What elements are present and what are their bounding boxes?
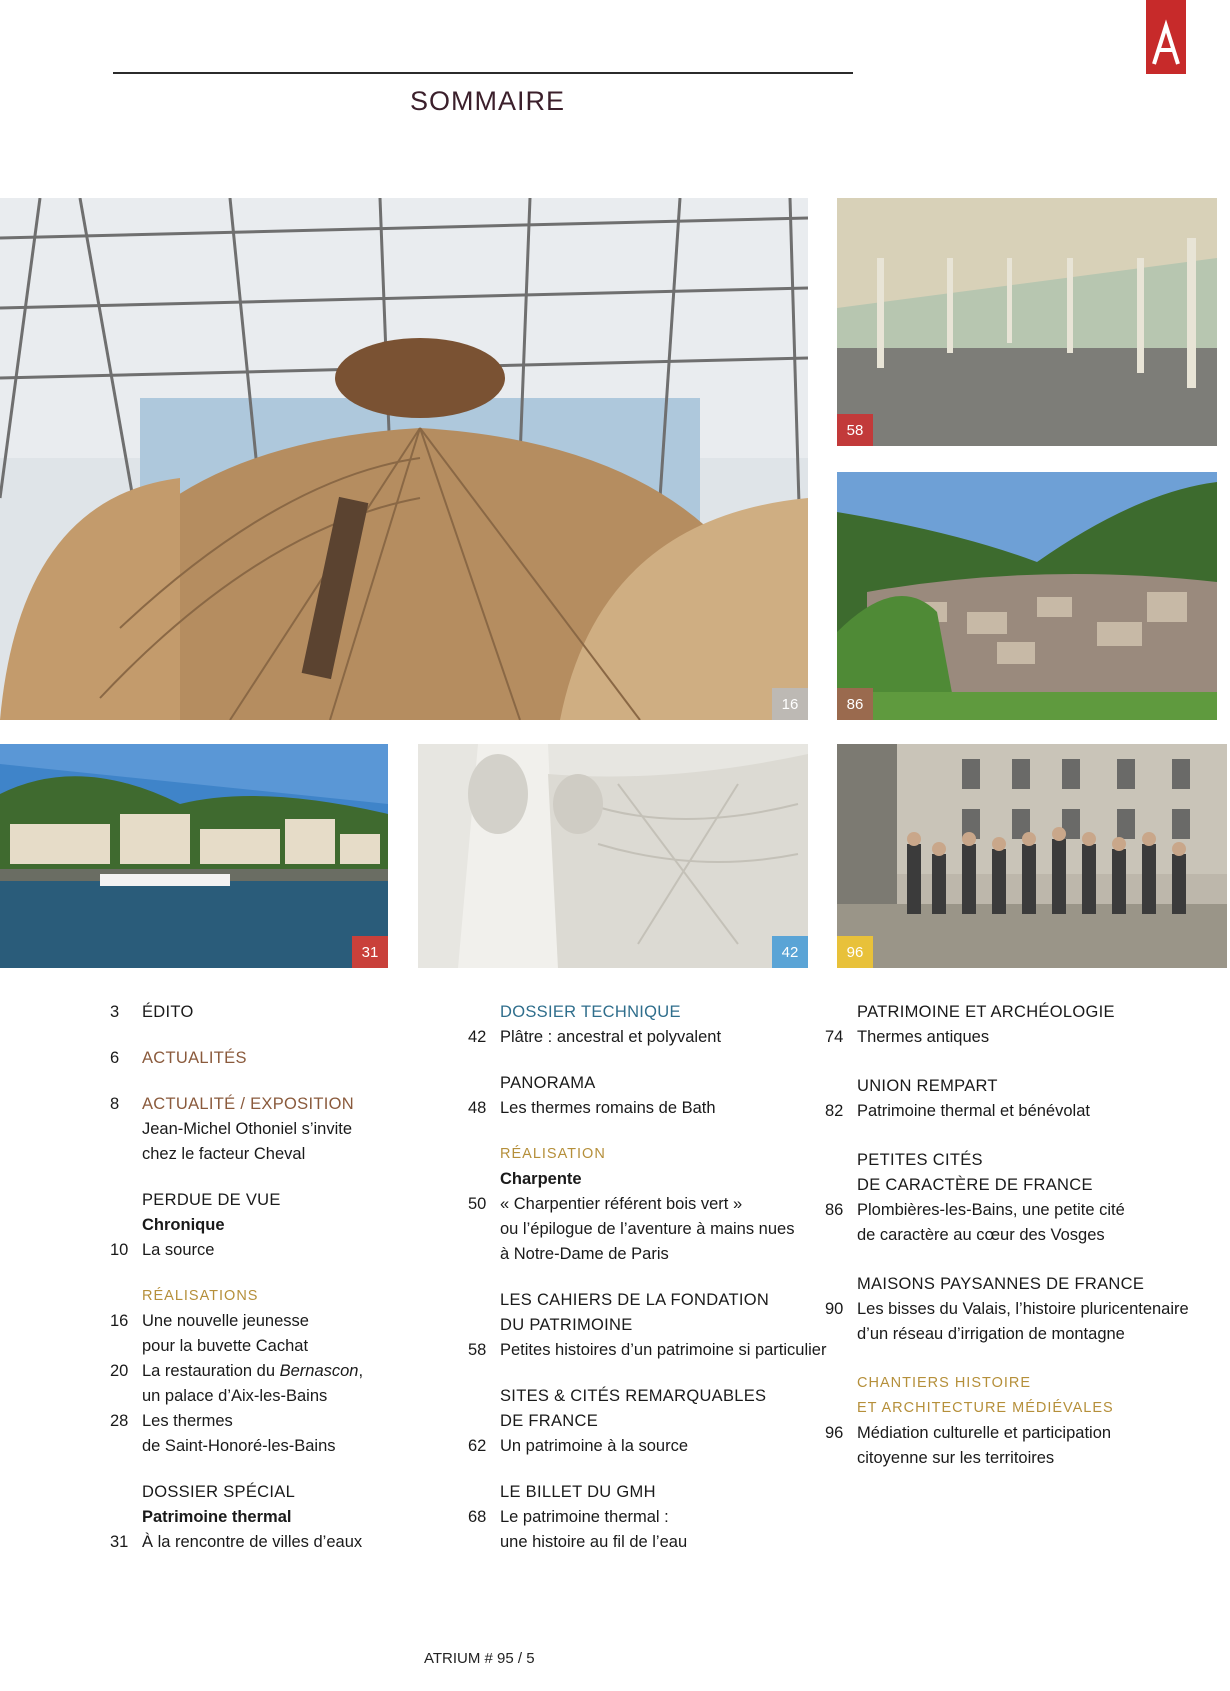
- toc-entry-edito[interactable]: 3 ÉDITO: [110, 1003, 194, 1021]
- toc-column-1: [110, 1000, 440, 1576]
- toc-entry-cahiers-fondation[interactable]: LES CAHIERS DE LA FONDATION DU PATRIMOINE 58 Petites histoires d’un patrimoine si particulier: [468, 1291, 827, 1359]
- toc-entry-union-rempart[interactable]: UNION REMPART 82 Patrimoine thermal et bénévolat: [825, 1077, 1090, 1120]
- toc-entry-actualite-exposition[interactable]: 8 ACTUALITÉ / EXPOSITION Jean-Michel Othoniel s’invite chez le facteur Cheval: [110, 1095, 354, 1163]
- photo-page-badge: 31: [352, 936, 388, 968]
- toc-entry-panorama[interactable]: PANORAMA 48 Les thermes romains de Bath: [468, 1074, 716, 1117]
- toc-column-2: [468, 1000, 828, 1576]
- photo-page-badge: 58: [837, 414, 873, 446]
- toc-entry-chantiers-histoire[interactable]: CHANTIERS HISTOIRE ET ARCHITECTURE MÉDIÉVALES 96 Médiation culturelle et participation citoyenne sur les territoires: [825, 1375, 1114, 1467]
- dome-scaffolding-photo: [0, 198, 808, 720]
- plaster-vault-photo: [418, 744, 808, 968]
- toc-entry-dossier-technique[interactable]: DOSSIER TECHNIQUE 42 Plâtre : ancestral et polyvalent: [468, 1003, 722, 1046]
- magazine-logo: [1146, 0, 1186, 74]
- toc-entry-actualites[interactable]: 6 ACTUALITÉS: [110, 1049, 247, 1067]
- page-footer: ATRIUM # 95 / 5: [424, 1650, 535, 1667]
- toc-entry-sites-cites[interactable]: SITES & CITÉS REMARQUABLES DE FRANCE 62 Un patrimoine à la source: [468, 1387, 767, 1455]
- lake-spa-town-photo: [0, 744, 388, 968]
- photo-page-badge: 16: [772, 688, 808, 720]
- toc-entry-patrimoine-archeologie[interactable]: PATRIMOINE ET ARCHÉOLOGIE 74 Thermes antiques: [825, 1003, 1115, 1046]
- toc-entry-realisation[interactable]: RÉALISATION Charpente 50 « Charpentier référent bois vert » ou l’épilogue de l’aventure à mains nues à Notre-Dame de Paris: [468, 1146, 795, 1263]
- toc-entry-billet-gmh[interactable]: LE BILLET DU GMH 68 Le patrimoine thermal : une histoire au fil de l’eau: [468, 1483, 688, 1551]
- header-rule: [113, 72, 853, 74]
- toc-entry-maisons-paysannes[interactable]: MAISONS PAYSANNES DE FRANCE 90 Les bisses du Valais, l’histoire pluricentenaire d’un réseau d’irrigation de montagne: [825, 1275, 1189, 1343]
- volunteers-group-photo: [837, 744, 1227, 968]
- photo-page-badge: 42: [772, 936, 808, 968]
- toc-entry-dossier-special[interactable]: DOSSIER SPÉCIAL Patrimoine thermal 31 À la rencontre de villes d’eaux: [110, 1483, 363, 1551]
- toc-entry-perdue-de-vue[interactable]: PERDUE DE VUE Chronique 10 La source: [110, 1191, 281, 1259]
- toc-entry-realisations[interactable]: RÉALISATIONS 16 Une nouvelle jeunesse pour la buvette Cachat 20 La restauration du Bernascon, un palace d’Aix-les-Bains 28 Les thermes de Saint-Honoré-les-Bains: [110, 1288, 364, 1455]
- photo-page-badge: 96: [837, 936, 873, 968]
- town-valley-photo: [837, 472, 1217, 720]
- toc-entry-petites-cites[interactable]: PETITES CITÉS DE CARACTÈRE DE FRANCE 86 Plombières-les-Bains, une petite cité de caractère au cœur des Vosges: [825, 1151, 1125, 1244]
- toc-column-3: [825, 1000, 1195, 1495]
- photo-page-badge: 86: [837, 688, 873, 720]
- page-title: SOMMAIRE: [410, 86, 566, 116]
- colonnade-photo: [837, 198, 1217, 446]
